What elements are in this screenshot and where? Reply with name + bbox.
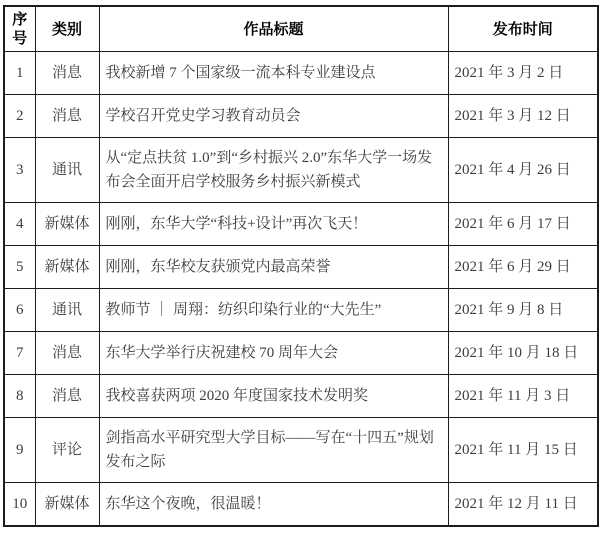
table-row: [4, 289, 598, 332]
category-cell: 消息: [35, 52, 99, 95]
category-cell: 评论: [35, 418, 99, 483]
title-cell: 我校喜获两项 2020 年度国家技术发明奖: [99, 375, 448, 418]
title-cell: 刚刚，东华大学“科技+设计”再次飞天！: [99, 203, 448, 246]
table-row: [4, 483, 598, 526]
table-body: [4, 52, 598, 526]
table-row: [4, 332, 598, 375]
col-header-date: 发布时间: [448, 6, 598, 52]
category-cell: 消息: [35, 375, 99, 418]
publish-date-cell: 2021 年 6 月 29 日: [448, 246, 598, 289]
publish-date-cell: 2021 年 6 月 17 日: [448, 203, 598, 246]
title-cell: 东华这个夜晚，很温暖！: [99, 483, 448, 526]
category-cell: 通讯: [35, 289, 99, 332]
publish-date-cell: 2021 年 10 月 18 日: [448, 332, 598, 375]
header-row: [4, 6, 598, 52]
row-number-cell: 10: [4, 483, 35, 526]
publish-date-cell: 2021 年 11 月 15 日: [448, 418, 598, 483]
col-header-category: 类别: [35, 6, 99, 52]
publish-date-cell: 2021 年 9 月 8 日: [448, 289, 598, 332]
publish-date-cell: 2021 年 11 月 3 日: [448, 375, 598, 418]
row-number-cell: 9: [4, 418, 35, 483]
row-number-cell: 5: [4, 246, 35, 289]
title-cell: 学校召开党史学习教育动员会: [99, 95, 448, 138]
row-number-cell: 6: [4, 289, 35, 332]
title-cell: 剑指高水平研究型大学目标——写在“十四五”规划发布之际: [99, 418, 448, 483]
row-number-cell: 3: [4, 138, 35, 203]
table-row: [4, 418, 598, 483]
table-row: [4, 138, 598, 203]
title-cell: 刚刚，东华校友获颁党内最高荣誉: [99, 246, 448, 289]
row-number-cell: 8: [4, 375, 35, 418]
table-row: [4, 246, 598, 289]
category-cell: 新媒体: [35, 483, 99, 526]
publish-date-cell: 2021 年 3 月 12 日: [448, 95, 598, 138]
category-cell: 新媒体: [35, 246, 99, 289]
works-table-container: [3, 5, 599, 527]
title-cell: 教师节 ｜ 周翔：纺织印染行业的“大先生”: [99, 289, 448, 332]
category-cell: 通讯: [35, 138, 99, 203]
title-cell: 东华大学举行庆祝建校 70 周年大会: [99, 332, 448, 375]
category-cell: 消息: [35, 95, 99, 138]
publish-date-cell: 2021 年 12 月 11 日: [448, 483, 598, 526]
row-number-cell: 4: [4, 203, 35, 246]
row-number-cell: 2: [4, 95, 35, 138]
category-cell: 新媒体: [35, 203, 99, 246]
col-header-title: 作品标题: [99, 6, 448, 52]
table-row: [4, 52, 598, 95]
table-row: [4, 95, 598, 138]
category-cell: 消息: [35, 332, 99, 375]
table-row: [4, 203, 598, 246]
row-number-cell: 1: [4, 52, 35, 95]
works-table: [3, 5, 599, 527]
publish-date-cell: 2021 年 3 月 2 日: [448, 52, 598, 95]
title-cell: 我校新增 7 个国家级一流本科专业建设点: [99, 52, 448, 95]
col-header-no: 序号: [4, 6, 35, 52]
title-cell: 从“定点扶贫 1.0”到“乡村振兴 2.0”东华大学一场发布会全面开启学校服务乡村振兴新模式: [99, 138, 448, 203]
row-number-cell: 7: [4, 332, 35, 375]
publish-date-cell: 2021 年 4 月 26 日: [448, 138, 598, 203]
table-row: [4, 375, 598, 418]
